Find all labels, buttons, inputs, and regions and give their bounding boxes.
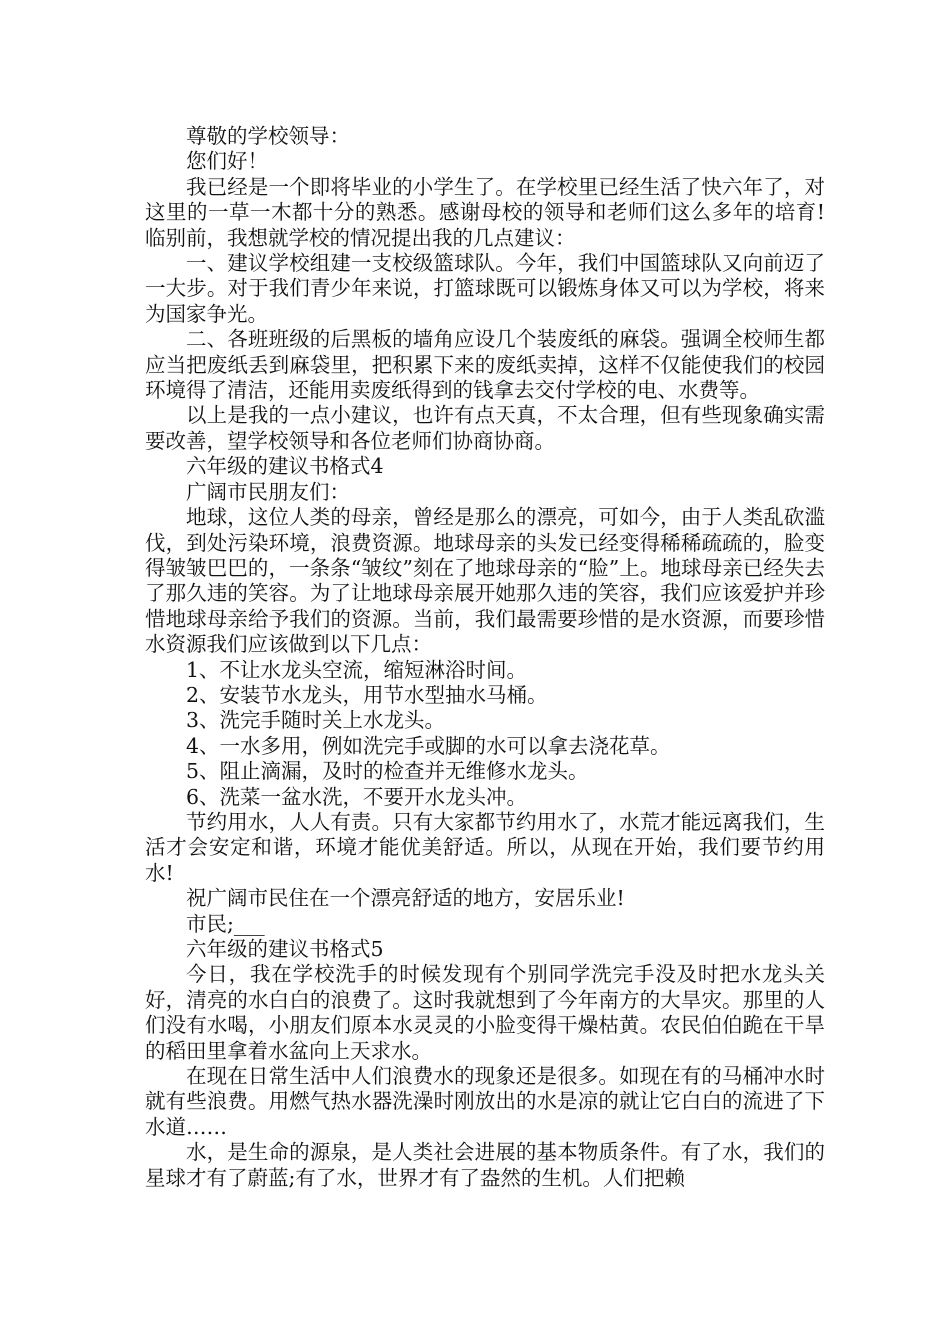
document-body (145, 124, 825, 1191)
salutation: 尊敬的学校领导： (186, 124, 350, 148)
list-item: 3、洗完手随时关上水龙头。 (186, 708, 446, 733)
paragraph: 二、各班班级的后黑板的墙角应设几个装废纸的麻袋。强调全校师生都应当把废纸丢到麻袋里，把积累下来的废纸卖掉，这样不仅能使我们的校园环境得了清洁，还能用卖废纸得到的钱拿去交付学校的电、水费等。 (145, 327, 825, 403)
salutation: 广阔市民朋友们： (186, 479, 350, 504)
paragraph: 今日，我在学校洗手的时候发现有个别同学洗完手没及时把水龙头关好，清亮的水白白的浪费了。这时我就想到了今年南方的大旱灾。那里的人们没有水喝，小朋友们原本水灵灵的小脸变得干燥枯黄。农民伯伯跪在干旱的稻田里拿着水盆向上天求水。 (145, 962, 825, 1063)
paragraph: 祝广阔市民住在一个漂亮舒适的地方，安居乐业! (186, 886, 625, 911)
paragraph: 节约用水，人人有责。只有大家都节约用水了，水荒才能远离我们，生活才会安定和谐，环境才能优美舒适。所以，从现在开始，我们要节约用水! (145, 809, 825, 885)
list-item: 4、一水多用，例如洗完手或脚的水可以拿去浇花草。 (186, 733, 671, 758)
greeting: 您们好！ (186, 149, 268, 174)
list-item: 5、阻止滴漏，及时的检查并无维修水龙头。 (186, 759, 589, 784)
section-heading: 六年级的建议书格式5 (186, 937, 384, 961)
paragraph: 水，是生命的源泉，是人类社会进展的基本物质条件。有了水，我们的星球才有了蔚蓝;有了水，世界才有了盎然的生机。人们把赖 (145, 1140, 825, 1190)
paragraph: 我已经是一个即将毕业的小学生了。在学校里已经生活了快六年了，对这里的一草一木都十分的熟悉。感谢母校的领导和老师们这么多年的培育!临别前，我想就学校的情况提出我的几点建议： (145, 174, 825, 250)
paragraph: 地球，这位人类的母亲，曾经是那么的漂亮，可如今，由于人类乱砍滥伐，到处污染环境，浪费资源。地球母亲的头发已经变得稀稀疏疏的，脸变得皱皱巴巴的，一条条“皱纹”刻在了地球母亲的“脸”上。地球母亲已经失去了那久违的笑容。为了让地球母亲展开她那久违的笑容，我们应该爱护并珍惜地球母亲给予我们的资源。当前，我们最需要珍惜的是水资源，而要珍惜水资源我们应该做到以下几点： (145, 505, 825, 657)
section-heading: 六年级的建议书格式4 (186, 454, 384, 479)
paragraph: 在现在日常生活中人们浪费水的现象还是很多。如现在有的马桶冲水时就有些浪费。用燃气热水器洗澡时刚放出的水是凉的就让它白白的流进了下水道…… (145, 1064, 825, 1139)
list-item: 1、不让水龙头空流，缩短淋浴时间。 (186, 657, 528, 682)
paragraph: 以上是我的一点小建议，也许有点天真，不太合理，但有些现象确实需要改善，望学校领导和各位老师们协商协商。 (145, 403, 825, 453)
list-item: 6、洗菜一盆水洗，不要开水龙头冲。 (186, 784, 528, 809)
paragraph: 一、建议学校组建一支校级篮球队。今年，我们中国篮球队又向前迈了一大步。对于我们青少年来说，打篮球既可以锻炼身体又可以为学校，将来为国家争光。 (145, 251, 825, 326)
list-item: 2、安装节水龙头，用节水型抽水马桶。 (186, 682, 548, 707)
signature-line: 市民;___ (186, 911, 265, 936)
